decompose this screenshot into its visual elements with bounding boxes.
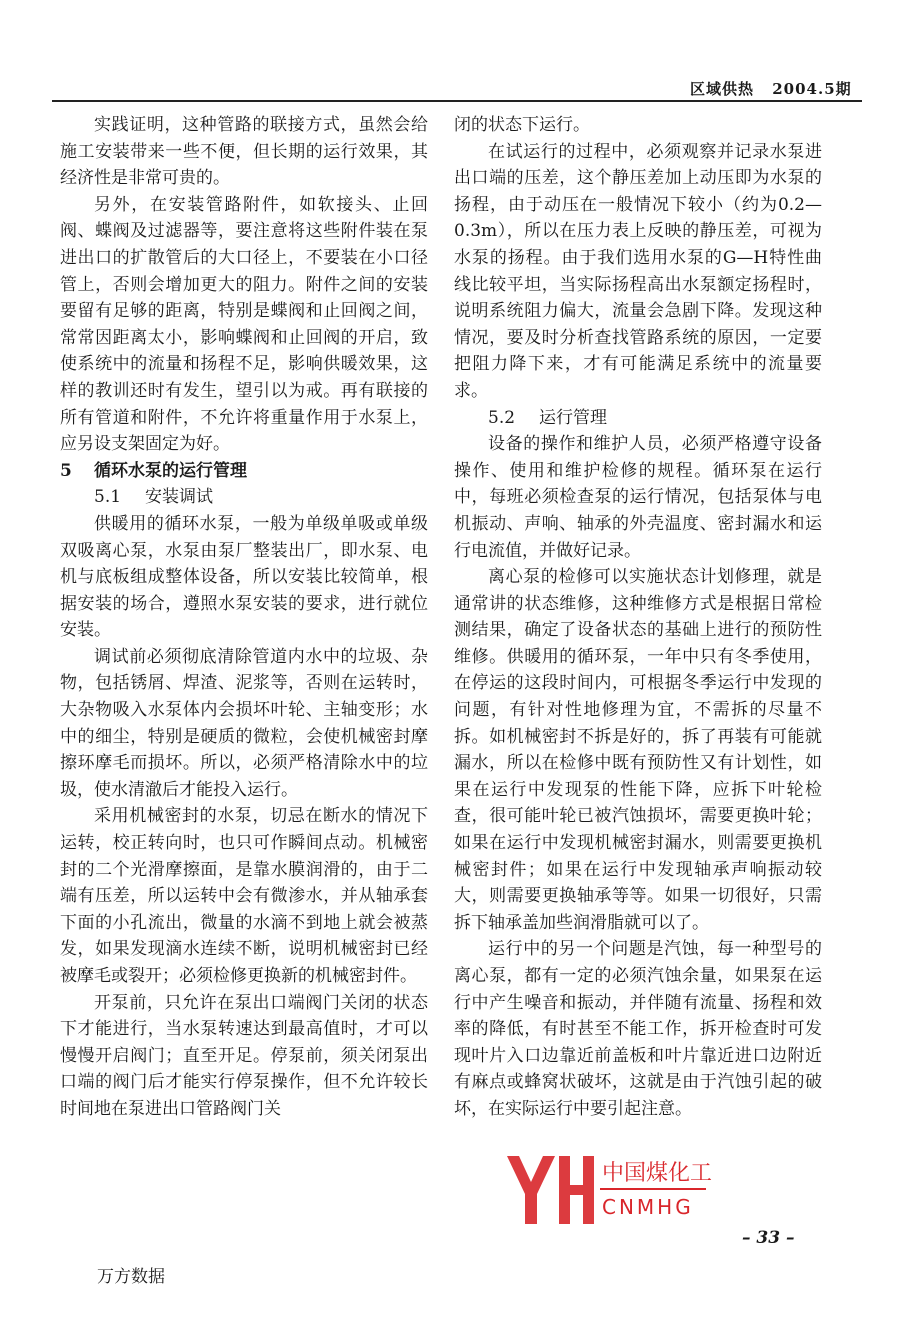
section-number: 5	[60, 460, 72, 481]
paragraph: 采用机械密封的水泵，切忌在断水的情况下运转，校正转向时，也只可作瞬间点动。机械密封的二个光滑摩擦面，是靠水膜润滑的，由于二端有压差，所以运转中会有微渗水，并从轴承套下面的小孔流出，微量的水滴不到地上就会被蒸发，如果发现滴水连续不断，说明机械密封已经被摩毛或裂开；必须检修更换新的机械密封件。	[60, 806, 428, 986]
subsection-title: 安装调试	[145, 487, 213, 508]
subsection-heading	[454, 405, 822, 432]
paragraph: 设备的操作和维护人员，必须严格遵守设备操作、使用和维护检修的规程。循环泵在运行中，每班必须检查泵的运行情况，包括泵体与电机振动、声响、轴承的外壳温度、密封漏水和运行电流值，并做好记录。	[454, 434, 822, 561]
paragraph: 实践证明，这种管路的联接方式，虽然会给施工安装带来一些不便，但长期的运行效果，其经济性是非常可贵的。	[60, 115, 428, 189]
section-heading	[60, 458, 428, 485]
watermark-cn-text: 中国煤化工	[602, 1161, 713, 1186]
section-title: 循环水泵的运行管理	[94, 460, 247, 481]
paragraph: 开泵前，只允许在泵出口端阀门关闭的状态下才能进行，当水泵转速达到最高值时，才可以慢慢开启阀门；直至开足。停泵前，须关闭泵出口端的阀门后才能实行停泵操作，但不允许较长时间地在泵进出口管路阀门关	[60, 992, 428, 1119]
paragraph: 调试前必须彻底清除管道内水中的垃圾、杂物，包括锈屑、焊渣、泥浆等，否则在运转时，大杂物吸入水泵体内会损坏叶轮、主轴变形；水中的细尘，特别是硬质的微粒，会使机械密封摩擦环摩毛而损坏。所以，必须严格清除水中的垃圾，使水清澈后才能投入运行。	[60, 646, 428, 800]
paragraph-continued: 闭的状态下运行。	[454, 115, 590, 135]
header-rule	[52, 100, 862, 102]
left-column	[60, 112, 428, 1123]
watermark-en-text: CNMHG	[602, 1195, 694, 1219]
paragraph: 另外，在安装管路附件，如软接头、止回阀、蝶阀及过滤器等，要注意将这些附件装在泵进出口的扩散管后的大口径上，不要装在小口径管上，否则会增加更大的阻力。附件之间的安装要留有足够的距离，特别是蝶阀和止回阀之间，常常因距离太小，影响蝶阀和止回阀的开启，致使系统中的流量和扬程不足，影响供暖效果，这样的教训还时有发生，望引以为戒。再有联接的所有管道和附件，不允许将重量作用于水泵上，应另设支架固定为好。	[60, 194, 428, 455]
watermark-mark	[507, 1156, 594, 1224]
paragraph: 在试运行的过程中，必须观察并记录水泵进出口端的压差，这个静压差加上动压即为水泵的扬程，由于动压在一般情况下较小（约为0.2—0.3m），所以在压力表上反映的静压差，可视为水泵的扬程。由于我们选用水泵的G—H特性曲线比较平坦，当实际扬程高出水泵额定扬程时，说明系统阻力偏大，流量会急剧下降。发现这种情况，要及时分析查找管路系统的原因，一定要把阻力降下来，才有可能满足系统中的流量要求。	[454, 141, 822, 401]
paragraph: 供暖用的循环水泵，一般为单级单吸或单级双吸离心泵，水泵由泵厂整装出厂，即水泵、电机与底板组成整体设备，所以安装比较简单，根据安装的场合，遵照水泵安装的要求，进行就位安装。	[60, 513, 428, 641]
paragraph: 离心泵的检修可以实施状态计划修理，就是通常讲的状态维修，这种维修方式是根据日常检测结果，确定了设备状态的基础上进行的预防性维修。供暖用的循环泵，一年中只有冬季使用，在停运的这段时间内，可根据冬季运行中发现的问题，有针对性地修理为宜，不需拆的尽量不拆。如机械密封不拆是好的，拆了再装有可能就漏水，所以在检修中既有预防性又有计划性，如果在运行中发现泵的性能下降，应拆下叶轮检查，很可能叶轮已被汽蚀损坏，需要更换叶轮；如果在运行中发现机械密封漏水，则需要更换机械密封件；如果在运行中发现轴承声响振动较大，则需要更换轴承等等。如果一切很好，只需拆下轴承盖加些润滑脂就可以了。	[454, 567, 822, 933]
watermark-logo	[505, 1148, 715, 1228]
footer-source: 万方数据	[97, 1267, 165, 1287]
right-column	[454, 112, 822, 1123]
subsection-number: 5.1	[94, 487, 122, 508]
running-header	[690, 78, 860, 99]
page-number: – 33 –	[742, 1228, 795, 1248]
journal-name: 区域供热	[690, 80, 755, 98]
issue-label: 2004.5期	[772, 80, 852, 98]
paragraph: 运行中的另一个问题是汽蚀，每一种型号的离心泵，都有一定的必须汽蚀余量，如果泵在运行中产生噪音和振动，并伴随有流量、扬程和效率的降低，有时甚至不能工作，拆开检查时可发现叶片入口边靠近前盖板和叶片靠近进口边附近有麻点或蜂窝状破坏，这就是由于汽蚀引起的破坏，在实际运行中要引起注意。	[454, 939, 822, 1119]
watermark-divider	[600, 1188, 706, 1190]
subsection-title: 运行管理	[539, 407, 607, 428]
subsection-heading	[60, 484, 428, 511]
subsection-number: 5.2	[488, 407, 516, 428]
